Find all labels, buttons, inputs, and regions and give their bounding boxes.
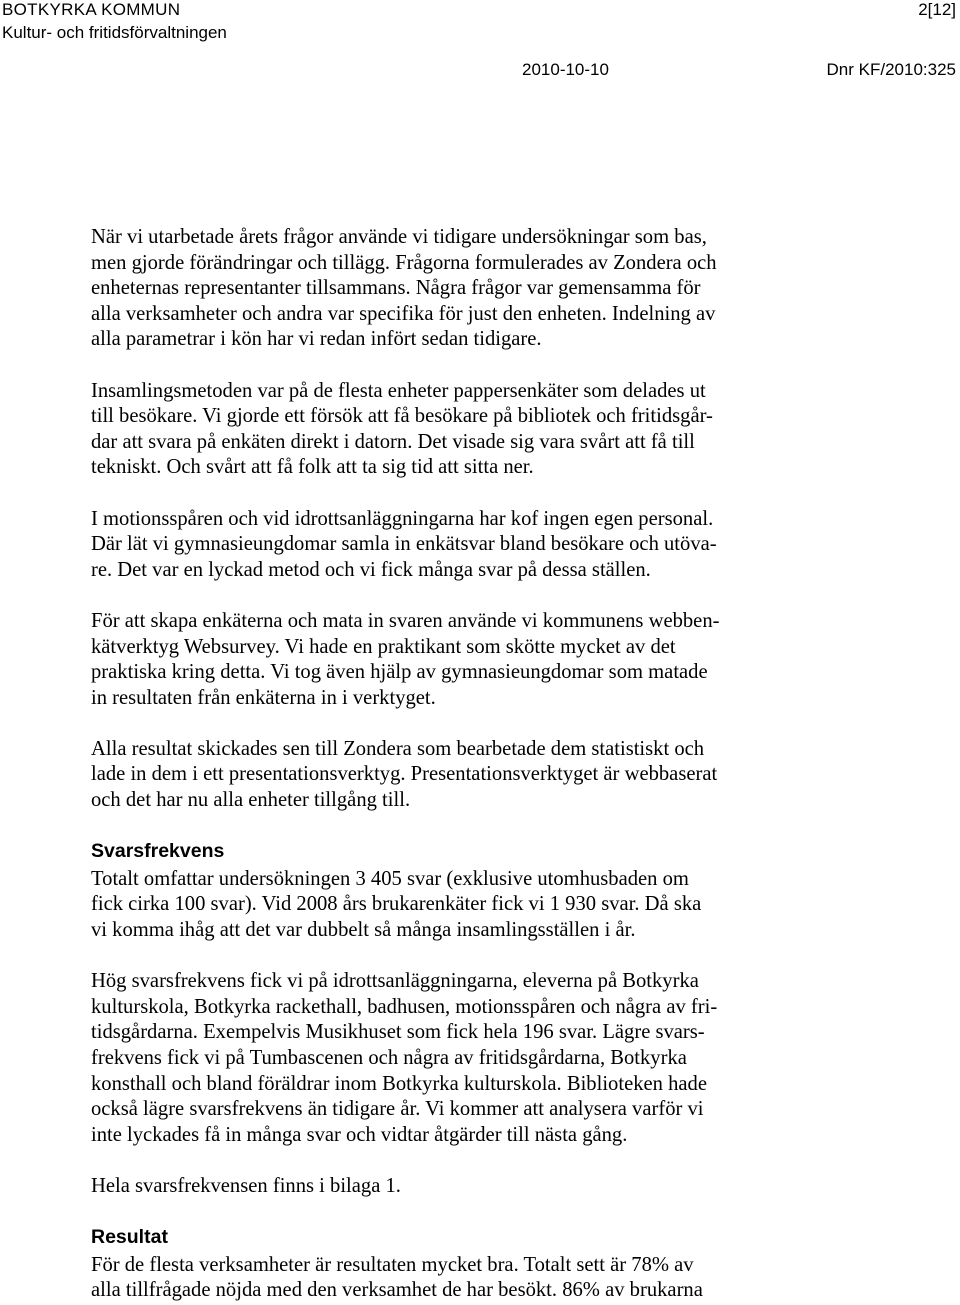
heading-svarsfrekvens: Svarsfrekvens [91, 840, 225, 863]
paragraph-collection-method: Insamlingsmetoden var på de flesta enheter pappersenkäter som delades ut till besökare. Vi gjorde ett försök att få besökare på bibliotek och fritidsgår- dar att svara på enkäten direkt i datorn. Det visade sig vara svårt att få till tekniskt. Och svårt att få folk att ta sig tid att sitta ner. [91, 379, 713, 479]
heading-resultat: Resultat [91, 1226, 168, 1249]
paragraph-appendix-reference: Hela svarsfrekvensen finns i bilaga 1. [91, 1174, 401, 1197]
department-name: Kultur- och fritidsförvaltningen [2, 23, 227, 42]
document-date: 2010-10-10 [522, 60, 609, 79]
paragraph-total-responses: Totalt omfattar undersökningen 3 405 svar (exklusive utomhusbaden om fick cirka 100 svar). Vid 2008 års brukarenkäter fick vi 1 930 svar. Då ska vi komma ihåg att det var dubbelt så många insamlingsställen i år. [91, 867, 702, 942]
diary-number: Dnr KF/2010:325 [826, 60, 956, 79]
paragraph-websurvey: För att skapa enkäterna och mata in svaren använde vi kommunens webben- kätverktyg Websurvey. Vi hade en praktikant som skötte mycket av det praktiska kring detta. Vi tog även hjälp av gymnasieungdomar som matade in resultaten från enkäterna in i verktyget. [91, 609, 720, 709]
organization-name: BOTKYRKA KOMMUN [2, 0, 181, 19]
paragraph-zondera-results: Alla resultat skickades sen till Zondera som bearbetade dem statistiskt och lade in dem i ett presentationsverktyg. Presentationsverktyget är webbaserat och det har nu alla enheter tillgång till. [91, 737, 718, 812]
paragraph-response-rates: Hög svarsfrekvens fick vi på idrottsanläggningarna, eleverna på Botkyrka kulturskola, Botkyrka rackethall, badhusen, motionsspåren och några av fri- tidsgårdarna. Exempelvis Musikhuset som fick hela 196 svar. Lägre svars- frekvens fick vi på Tumbascenen och några av fritidsgårdarna, Botkyrka konsthall och bland föräldrar inom Botkyrka kulturskola. Biblioteken hade också lägre svarsfrekvens än tidigare år. Vi kommer att analysera varför vi inte lyckades få in många svar och vidtar åtgärder till nästa gång. [91, 970, 718, 1146]
paragraph-survey-design: När vi utarbetade årets frågor använde vi tidigare undersökningar som bas, men gjorde förändringar och tillägg. Frågorna formulerades av Zondera och enheternas representanter tillsammans. Några frågor var gemensamma för alla verksamheter och andra var specifika för just den enheten. Indelning av alla parametrar i kön har vi redan infört sedan tidigare. [91, 226, 717, 351]
paragraph-results-summary: För de flesta verksamheter är resultaten mycket bra. Totalt sett är 78% av alla tillfrågade nöjda med den verksamhet de har besökt. 86% av brukarna [91, 1253, 703, 1302]
paragraph-outdoor-collection: I motionsspåren och vid idrottsanläggningarna har kof ingen egen personal. Där lät vi gymnasieungdomar samla in enkätsvar bland besökare och utöva- re. Det var en lyckad metod och vi fick många svar på dessa ställen. [91, 507, 717, 581]
document-body [91, 225, 803, 1304]
page-number: 2[12] [918, 0, 956, 19]
